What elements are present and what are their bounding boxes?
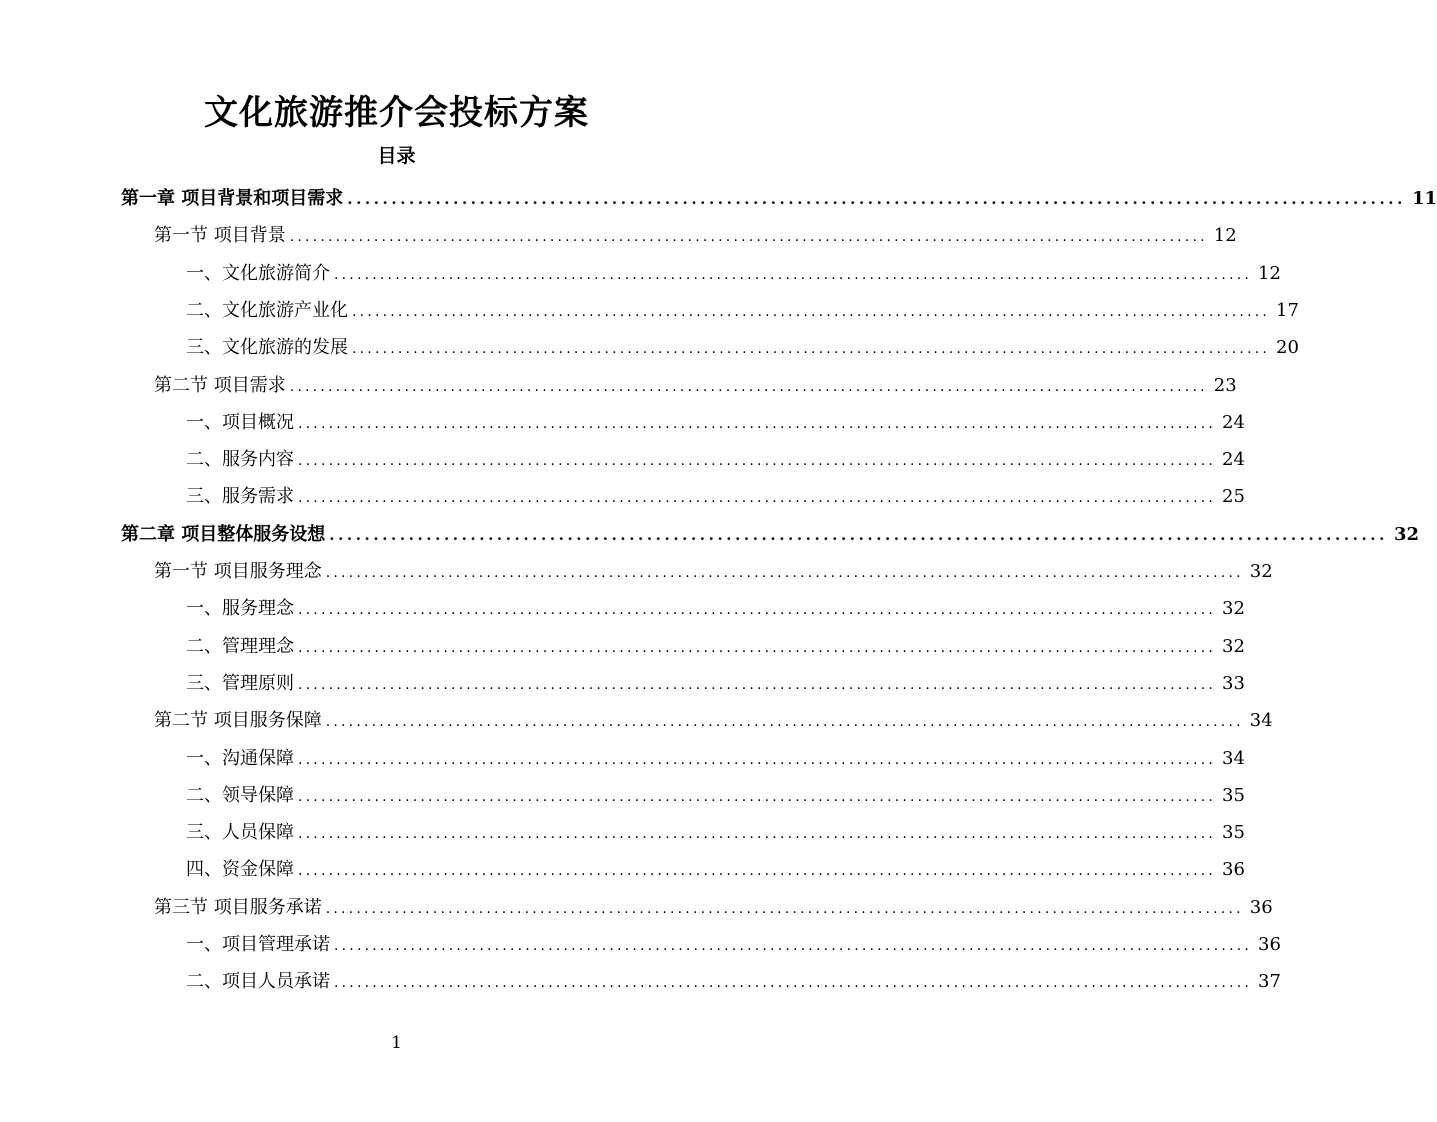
toc-entry-title: 第一章 项目背景和项目需求: [121, 188, 344, 209]
toc-entry-page: 35: [1222, 822, 1245, 844]
toc-entry-page: 32: [1249, 561, 1273, 582]
toc-subsection-entry[interactable]: [186, 926, 1281, 963]
toc-entry-page: 25: [1222, 486, 1245, 508]
toc-entry-page: 36: [1258, 934, 1281, 955]
toc-entry-page: 24: [1222, 449, 1245, 471]
toc-subsection-entry[interactable]: [186, 777, 1245, 814]
toc-dot-leader: ........................................................................................................................: [298, 826, 1217, 843]
toc-entry-page: 36: [1249, 896, 1273, 918]
toc-dot-leader: ........................................................................................................................: [289, 229, 1208, 246]
toc-entry-page: 33: [1222, 672, 1245, 694]
toc-section-entry[interactable]: [154, 553, 1273, 590]
toc-subsection-entry[interactable]: [186, 740, 1245, 777]
toc-entry-title: 第二节 项目需求: [154, 374, 286, 396]
toc-entry-title: 二、服务内容: [186, 449, 294, 471]
toc-dot-leader: ........................................................................................................................: [334, 975, 1253, 992]
toc-entry-page: 36: [1222, 859, 1245, 881]
toc-section-entry[interactable]: [154, 889, 1273, 926]
toc-dot-leader: ........................................................................................................................: [289, 378, 1208, 395]
toc-entry-title: 第一节 项目服务理念: [154, 561, 322, 582]
toc-dot-leader: ........................................................................................................................: [298, 453, 1217, 470]
toc-dot-leader: ........................................................................................................................: [325, 900, 1244, 917]
page-number: 1: [391, 1033, 402, 1053]
toc-dot-leader: ........................................................................................................................: [298, 788, 1217, 805]
toc-entry-page: 11: [1411, 188, 1437, 209]
toc-entry-page: 32: [1393, 523, 1419, 545]
toc-entry-title: 第三节 项目服务承诺: [154, 896, 322, 918]
toc-section-entry[interactable]: [154, 217, 1237, 254]
toc-dot-leader: ........................................................................................................................: [298, 602, 1217, 619]
toc-dot-leader: ........................................................................................................................: [352, 303, 1271, 320]
toc-entry-title: 第一节 项目背景: [154, 225, 286, 247]
toc-subsection-entry[interactable]: [186, 628, 1245, 665]
toc-entry-title: 三、管理原则: [186, 672, 294, 694]
toc-entry-title: 二、项目人员承诺: [186, 971, 330, 993]
toc-entry-page: 24: [1222, 411, 1245, 433]
toc-dot-leader: ........................................................................................................................: [334, 938, 1253, 954]
toc-entry-title: 一、项目管理承诺: [186, 934, 330, 955]
toc-entry-page: 23: [1213, 374, 1237, 396]
toc-subsection-entry[interactable]: [186, 665, 1245, 702]
toc-entry-page: 12: [1258, 262, 1281, 284]
toc-entry-page: 20: [1276, 337, 1299, 359]
toc-subsection-entry[interactable]: [186, 255, 1281, 292]
toc-dot-leader: ........................................................................................................................: [298, 415, 1217, 432]
toc-entry-page: 34: [1222, 747, 1245, 769]
toc-subsection-entry[interactable]: [186, 814, 1245, 851]
toc-entry-title: 二、管理理念: [186, 635, 294, 657]
toc-entry-page: 35: [1222, 784, 1245, 806]
toc-subsection-entry[interactable]: [186, 292, 1299, 329]
toc-section-entry[interactable]: [154, 367, 1237, 404]
toc-subsection-entry[interactable]: [186, 963, 1281, 1000]
toc-entry-title: 三、服务需求: [186, 486, 294, 508]
toc-dot-leader: ........................................................................................................................: [325, 714, 1244, 731]
toc-entry-title: 一、服务理念: [186, 598, 294, 620]
toc-dot-leader: ........................................................................................................................: [325, 565, 1244, 581]
toc-entry-title: 四、资金保障: [186, 859, 294, 881]
document-title: 文化旅游推介会投标方案: [204, 93, 589, 133]
toc-entry-title: 第二章 项目整体服务设想: [121, 523, 326, 545]
toc-entry-title: 一、文化旅游简介: [186, 262, 330, 284]
toc-entry-title: 一、项目概况: [186, 411, 294, 433]
toc-heading: 目录: [377, 145, 416, 167]
toc-subsection-entry[interactable]: [186, 590, 1245, 627]
toc-dot-leader: ........................................................................................................................: [298, 676, 1217, 693]
toc-entry-title: 第二节 项目服务保障: [154, 710, 322, 732]
toc-dot-leader: ........................................................................................................................: [298, 863, 1217, 880]
toc-dot-leader: ........................................................................................................................: [329, 525, 1388, 544]
toc-entry-title: 三、文化旅游的发展: [186, 337, 348, 359]
toc-entry-title: 一、沟通保障: [186, 747, 294, 769]
toc-entry-page: 17: [1276, 299, 1299, 321]
toc-entry-title: 二、文化旅游产业化: [186, 299, 348, 321]
toc-dot-leader: ........................................................................................................................: [352, 341, 1271, 358]
toc-dot-leader: ........................................................................................................................: [334, 266, 1253, 283]
toc-subsection-entry[interactable]: [186, 478, 1245, 515]
toc-entry-page: 37: [1258, 971, 1281, 993]
toc-entry-page: 12: [1213, 225, 1237, 247]
toc-subsection-entry[interactable]: [186, 404, 1245, 441]
toc-dot-leader: ........................................................................................................................: [347, 190, 1406, 208]
toc-dot-leader: ........................................................................................................................: [298, 751, 1217, 768]
toc-subsection-entry[interactable]: [186, 441, 1245, 478]
toc-entry-title: 三、人员保障: [186, 822, 294, 844]
toc-entry-page: 34: [1249, 710, 1273, 732]
toc-entry-title: 二、领导保障: [186, 784, 294, 806]
toc-subsection-entry[interactable]: [186, 851, 1245, 888]
toc-section-entry[interactable]: [154, 702, 1273, 739]
toc-dot-leader: ........................................................................................................................: [298, 490, 1217, 507]
toc-entry-page: 32: [1222, 635, 1245, 657]
toc-chapter-entry[interactable]: [121, 516, 1419, 553]
toc-subsection-entry[interactable]: [186, 329, 1299, 366]
toc-entry-page: 32: [1222, 598, 1245, 620]
toc-chapter-entry[interactable]: [121, 180, 1437, 217]
toc-dot-leader: ........................................................................................................................: [298, 639, 1217, 656]
